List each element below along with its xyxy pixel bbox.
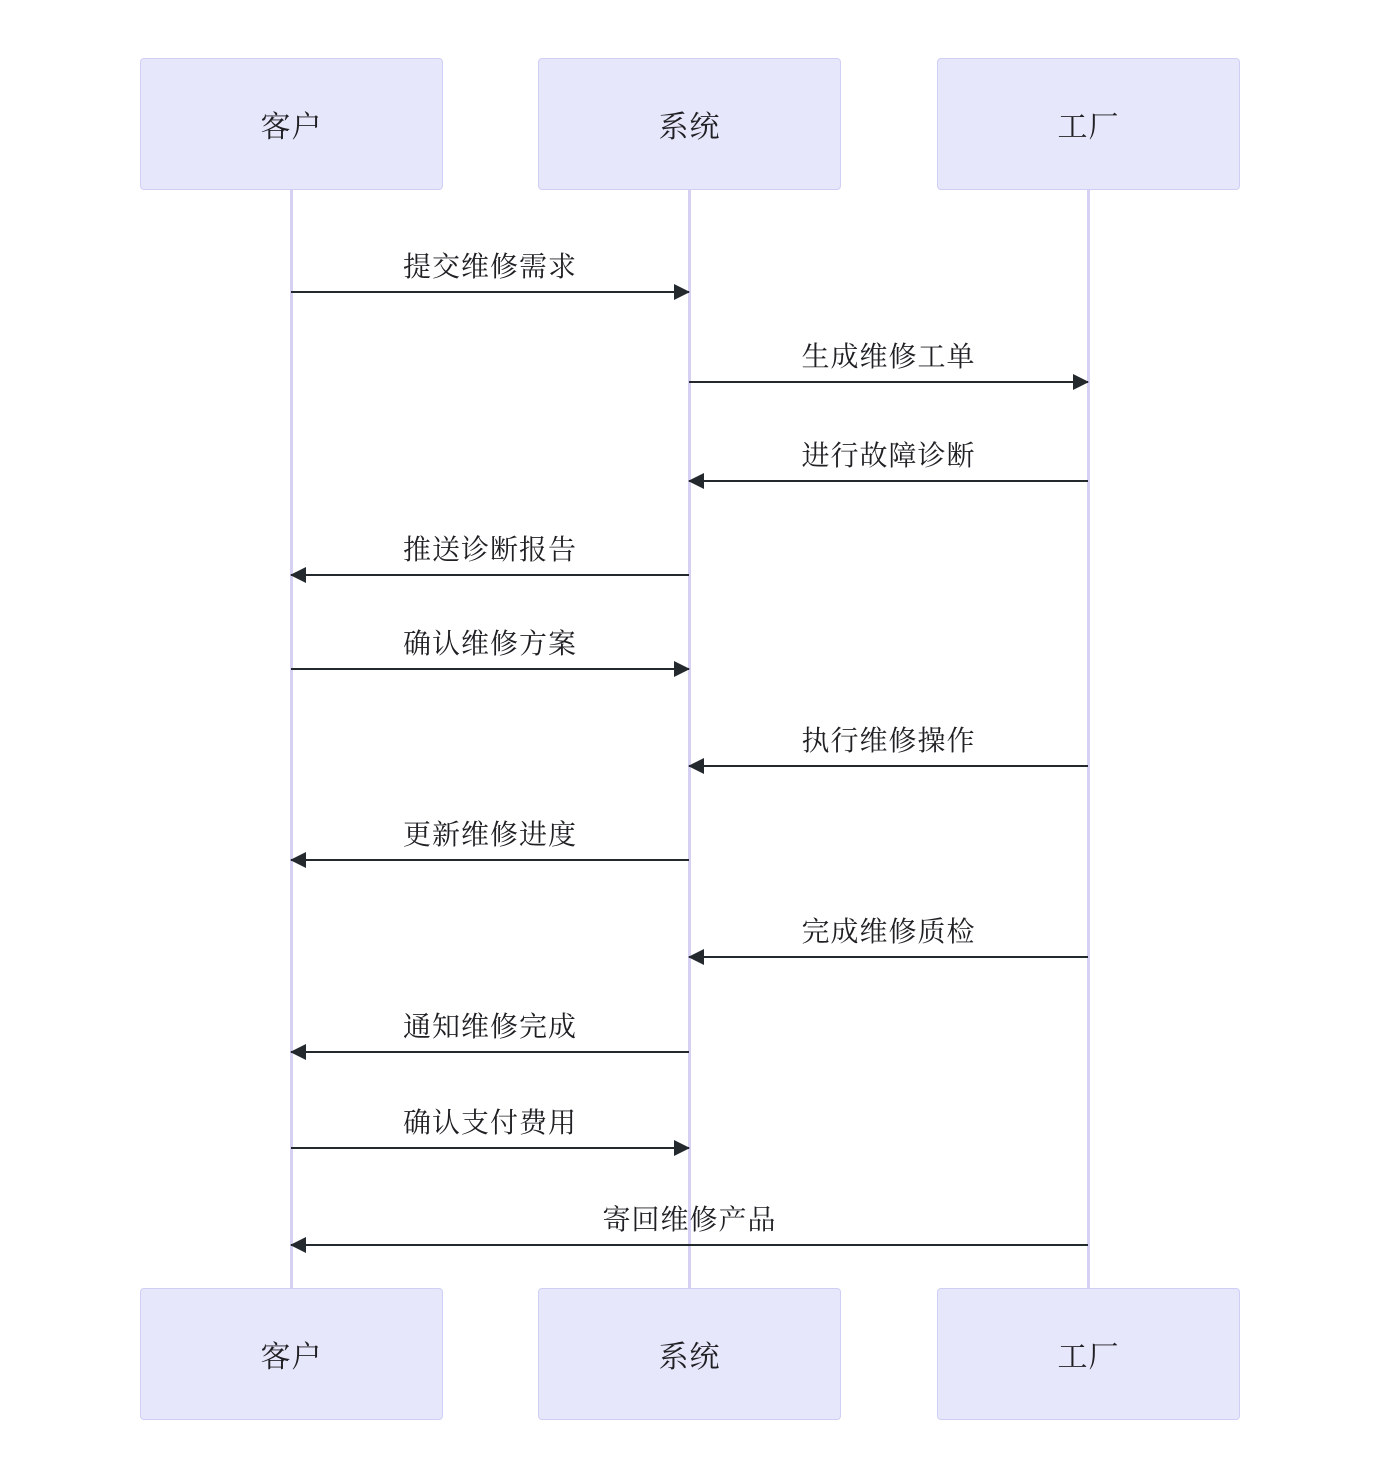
message-6-label: 执行维修操作 [801,725,976,756]
actor-footer-system[interactable] [538,1288,841,1420]
message-10-line [291,1147,689,1149]
message-10-arrowhead [674,1140,690,1156]
message-3-line [689,480,1088,482]
message-2-label: 生成维修工单 [801,341,976,372]
actor-footer-customer-label: 客户 [260,1341,323,1374]
message-7-label: 更新维修进度 [402,819,577,850]
message-9-arrowhead [290,1044,306,1060]
actor-footer-system-label: 系统 [658,1341,721,1374]
message-4-line [291,574,689,576]
message-8-label: 完成维修质检 [801,916,976,947]
message-5-arrowhead [674,661,690,677]
message-4-arrowhead [290,567,306,583]
actor-header-factory[interactable] [937,58,1240,190]
message-6-line [689,765,1088,767]
message-11-arrowhead [290,1237,306,1253]
message-11-label: 寄回维修产品 [602,1204,777,1235]
message-8-line [689,956,1088,958]
actor-header-system[interactable] [538,58,841,190]
actor-header-factory-label: 工厂 [1057,111,1120,144]
actor-header-customer-label: 客户 [260,111,323,144]
actor-footer-customer[interactable] [140,1288,443,1420]
message-1-arrowhead [674,284,690,300]
message-1-label: 提交维修需求 [402,251,577,282]
message-3-label: 进行故障诊断 [801,440,976,471]
message-8-arrowhead [688,949,704,965]
message-1-line [291,291,689,293]
message-5-label: 确认维修方案 [402,628,577,659]
actor-footer-factory-label: 工厂 [1057,1341,1120,1374]
actor-footer-factory[interactable] [937,1288,1240,1420]
message-7-line [291,859,689,861]
message-4-label: 推送诊断报告 [402,534,577,565]
message-2-arrowhead [1073,374,1089,390]
actor-header-customer[interactable] [140,58,443,190]
message-9-line [291,1051,689,1053]
message-3-arrowhead [688,473,704,489]
message-9-label: 通知维修完成 [402,1011,577,1042]
message-11-line [291,1244,1088,1246]
message-7-arrowhead [290,852,306,868]
actor-header-system-label: 系统 [658,111,721,144]
message-10-label: 确认支付费用 [402,1107,577,1138]
message-5-line [291,668,689,670]
message-6-arrowhead [688,758,704,774]
message-2-line [689,381,1088,383]
